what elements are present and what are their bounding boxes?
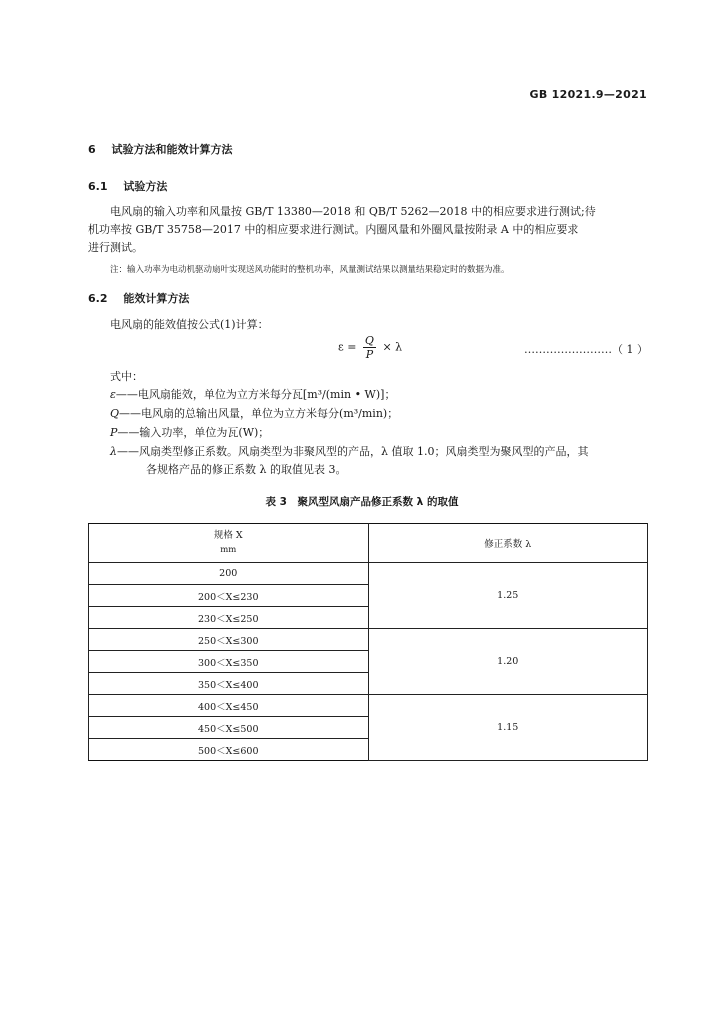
numerator: Q: [364, 334, 374, 347]
spec-cell: 200＜X≤230: [89, 585, 369, 607]
para-line-2: 机功率按 GB/T 35758—2017 中的相应要求进行测试。内圈风量和外圈风量按附录 A 中的相应要求: [88, 223, 579, 236]
def-p: [110, 424, 269, 442]
section-title: 能效计算方法: [123, 292, 190, 305]
def-lambda-cont: 各规格产品的修正系数 λ 的取值见表 3。: [146, 463, 347, 476]
def-text: ——电风扇能效，单位为立方米每分瓦[m³/(min • W)]；: [115, 388, 396, 401]
denominator: P: [365, 348, 374, 361]
table-row: [89, 629, 648, 651]
table-row: [89, 563, 648, 585]
spec-cell: 300＜X≤350: [89, 651, 369, 673]
section-6-1-heading: [88, 178, 167, 194]
spec-cell: 200: [89, 563, 369, 585]
table-row: [89, 695, 648, 717]
header-spec-unit: mm: [220, 545, 237, 555]
section-title: 试验方法和能效计算方法: [111, 143, 233, 156]
formula-rhs: × λ: [382, 340, 403, 354]
def-symbol: Q: [110, 407, 120, 420]
header-coefficient: 修正系数 λ: [368, 524, 648, 563]
table-3: [88, 523, 648, 761]
para-line-3: 进行测试。: [88, 241, 143, 254]
def-symbol: P: [110, 426, 118, 439]
section-6-heading: [88, 141, 233, 157]
header-spec: [89, 524, 369, 563]
def-lambda: [110, 443, 588, 461]
doc-code-header: GB 12021.9—2021: [529, 88, 647, 101]
where-label: 式中：: [110, 370, 143, 383]
def-symbol: λ: [110, 445, 117, 458]
def-epsilon: [110, 386, 395, 404]
section-number: 6.2: [88, 292, 108, 305]
section-title: 试验方法: [123, 180, 168, 193]
def-text: ——电风扇的总输出风量，单位为立方米每分(m³/min)；: [119, 407, 399, 420]
spec-cell: 500＜X≤600: [89, 739, 369, 761]
spec-cell: 250＜X≤300: [89, 629, 369, 651]
def-text: ——风扇类型修正系数。风扇类型为非聚风型的产品，λ 值取 1.0；风扇类型为聚风型的产品，其: [116, 445, 589, 458]
fraction: [363, 334, 376, 361]
spec-cell: 230＜X≤250: [89, 607, 369, 629]
section-number: 6: [88, 143, 96, 156]
coefficient-cell: 1.20: [368, 629, 648, 695]
coefficient-cell: 1.15: [368, 695, 648, 761]
spec-cell: 400＜X≤450: [89, 695, 369, 717]
para-line-1: 电风扇的输入功率和风量按 GB/T 13380—2018 和 QB/T 5262—2018 中的相应要求进行测试;待: [110, 205, 596, 218]
table-header-row: [89, 524, 648, 563]
spec-cell: 450＜X≤500: [89, 717, 369, 739]
note: 注：输入功率为电动机驱动扇叶实现送风功能时的整机功率，风量测试结果以测量结果稳定时的数据为准。: [110, 265, 510, 275]
formula-intro: 电风扇的能效值按公式(1)计算：: [110, 318, 269, 331]
def-symbol: ε: [110, 388, 116, 401]
def-text: ——输入功率，单位为瓦(W)；: [117, 426, 270, 439]
formula-lhs: ε =: [338, 340, 357, 354]
spec-cell: 350＜X≤400: [89, 673, 369, 695]
formula-ref: ……………………（ 1 ）: [524, 343, 648, 356]
section-6-2-heading: [88, 290, 189, 306]
coefficient-cell: 1.25: [368, 563, 648, 629]
section-number: 6.1: [88, 180, 108, 193]
def-q: [110, 405, 398, 423]
table-caption: 表 3 聚风型风扇产品修正系数 λ 的取值: [265, 496, 459, 508]
header-spec-label: 规格 X: [213, 530, 243, 541]
formula-1: [338, 334, 402, 361]
